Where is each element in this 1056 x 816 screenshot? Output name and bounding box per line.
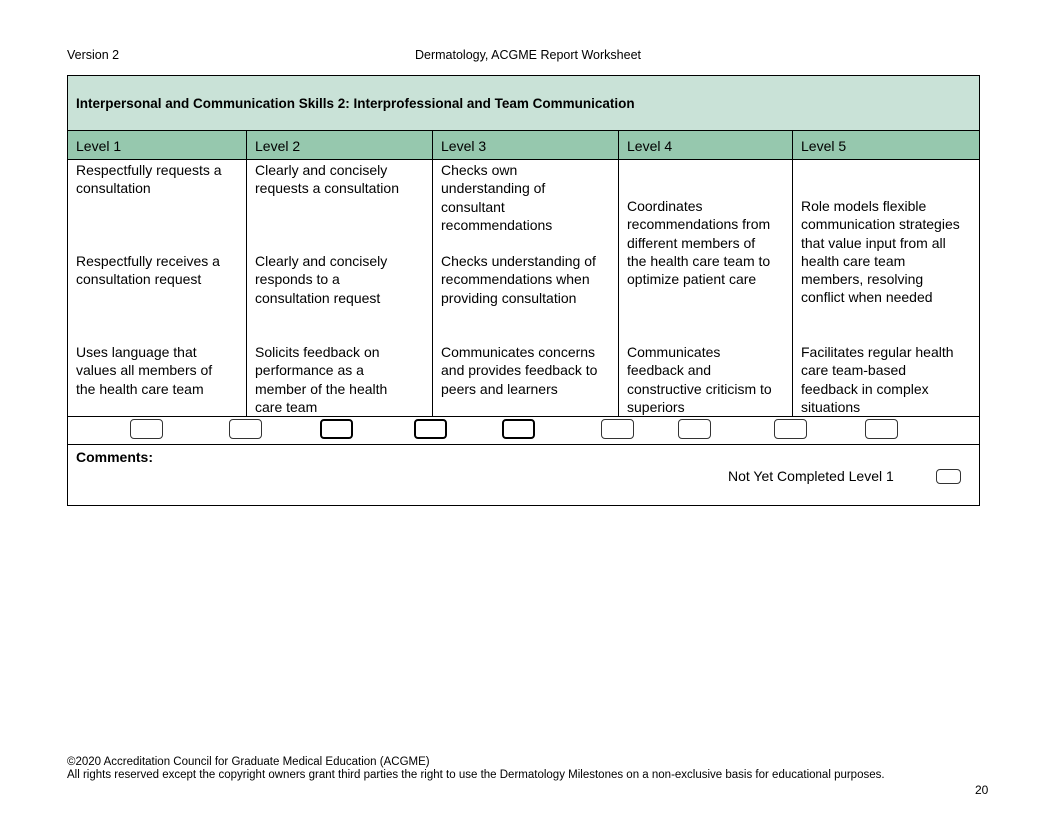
- level-2-item-3: Solicits feedback on performance as a member of the health care team: [255, 344, 388, 415]
- level-4-header: Level 4: [627, 138, 673, 154]
- column-divider: [432, 131, 433, 416]
- copyright-text: ©2020 Accreditation Council for Graduate Medical Education (ACGME): [67, 756, 430, 768]
- rating-checkbox[interactable]: [502, 419, 535, 439]
- milestone-table: [67, 75, 980, 506]
- footer: [67, 756, 885, 782]
- level-4-item-2: Communicates feedback and constructive criticism to superiors: [627, 344, 772, 415]
- level-2-header: Level 2: [255, 138, 301, 154]
- level-3-item-3: Communicates concerns and provides feedback to peers and learners: [441, 344, 598, 397]
- level-2-item-1: Clearly and concisely requests a consultation: [255, 162, 399, 197]
- level-5-item-2: Facilitates regular health care team-based feedback in complex situations: [801, 344, 954, 415]
- level-5-item-1: Role models flexible communication strategies that value input from all health care team members, resolving conflict when needed: [801, 198, 960, 306]
- not-yet-completed-label: Not Yet Completed Level 1: [728, 468, 894, 484]
- rating-checkbox[interactable]: [678, 419, 711, 439]
- level-3-item-1: Checks own understanding of consultant recommendations: [441, 162, 553, 233]
- level-1-item-1: Respectfully requests a consultation: [76, 162, 222, 197]
- column-divider: [792, 131, 793, 416]
- level-4-item-1: Coordinates recommendations from different members of the health care team to optimize patient care: [627, 198, 771, 288]
- rating-checkbox[interactable]: [865, 419, 898, 439]
- level-1-item-3: Uses language that values all members of the health care team: [76, 344, 213, 397]
- rating-checkbox[interactable]: [601, 419, 634, 439]
- level-header-row: [68, 131, 979, 160]
- level-1-item-2: Respectfully receives a consultation request: [76, 253, 220, 288]
- column-divider: [618, 131, 619, 416]
- rating-checkbox[interactable]: [229, 419, 262, 439]
- version-label: Version 2: [67, 48, 120, 62]
- level-3-item-2: Checks understanding of recommendations when providing consultation: [441, 253, 596, 306]
- level-1-header: Level 1: [76, 138, 122, 154]
- level-2-item-2: Clearly and concisely responds to a consultation request: [255, 253, 388, 306]
- not-yet-completed-checkbox[interactable]: [936, 469, 961, 484]
- comments-label: Comments:: [76, 449, 154, 465]
- rights-text: All rights reserved except the copyright owners grant third parties the right to use the Dermatology Milestones on a non-exclusive basis for educational purposes.: [67, 769, 885, 781]
- milestone-title: Interpersonal and Communication Skills 2: Interprofessional and Team Communication: [68, 76, 979, 131]
- document-title: Dermatology, ACGME Report Worksheet: [414, 48, 641, 62]
- rating-checkbox[interactable]: [414, 419, 447, 439]
- level-5-header: Level 5: [801, 138, 847, 154]
- column-divider: [246, 131, 247, 416]
- rating-checkbox[interactable]: [130, 419, 163, 439]
- level-3-header: Level 3: [441, 138, 487, 154]
- page-number: 20: [975, 783, 989, 797]
- rating-checkbox-row: [68, 416, 979, 445]
- rating-checkbox[interactable]: [320, 419, 353, 439]
- rating-checkbox[interactable]: [774, 419, 807, 439]
